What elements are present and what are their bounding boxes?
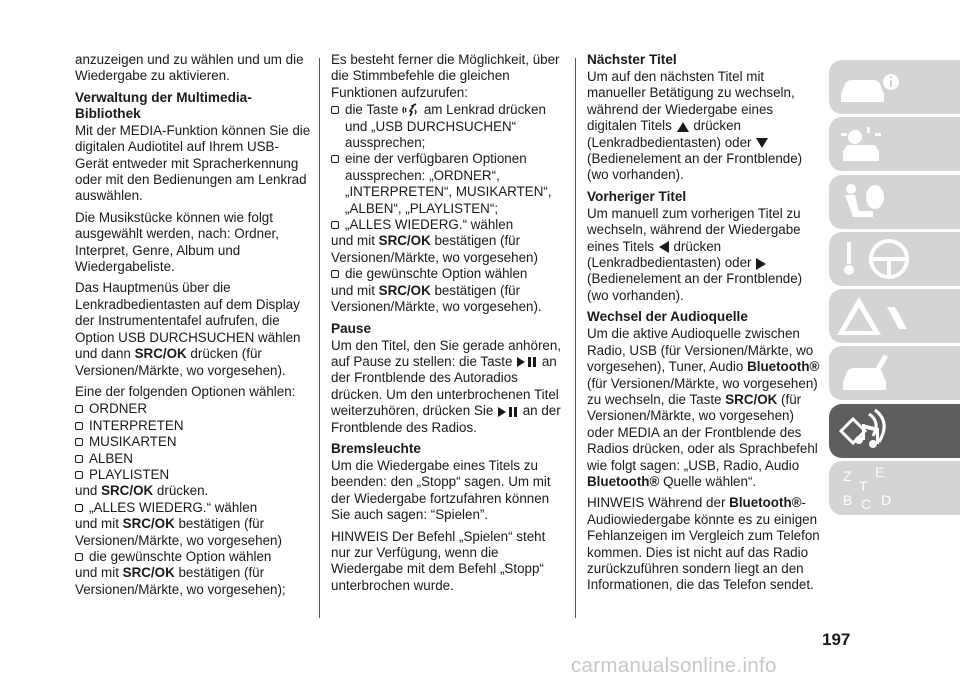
paragraph: Die Musikstücke können wie folgt ausgewählt werden, nach: Ordner, Interpret, Genre, Album und Wiedergabeliste. <box>75 209 279 275</box>
bullet-box-icon <box>75 553 83 561</box>
tab-index[interactable] <box>829 461 960 515</box>
car-service-icon <box>829 346 960 400</box>
svg-text:D: D <box>881 492 892 509</box>
svg-text:C: C <box>861 496 872 513</box>
text-line: Versionen/Märkte, wo vorgesehen); <box>75 581 286 597</box>
warning-lights-icon <box>829 117 960 171</box>
section-tabs <box>829 60 960 518</box>
list-item: ORDNER <box>75 401 311 417</box>
text-line: Versionen/Märkte, wo vorgesehen). <box>331 299 542 315</box>
tab-multimedia[interactable] <box>829 404 960 458</box>
paragraph: HINWEIS Während der Bluetooth®-Audiowiedergabe könnte es zu einigen Fehlanzeigen im Vergleich zum Telefon kommen. Dies ist nicht auf das Radio zurückzuführen sondern liegt an den Informationen, die das Telefon sendet. <box>587 495 820 593</box>
bullet-box-icon <box>331 270 339 278</box>
column-divider <box>575 58 576 618</box>
text-line: und mit SRC/OK bestätigen (für <box>331 282 521 298</box>
bullet-box-icon <box>331 221 339 229</box>
airbag-seat-icon <box>829 175 960 229</box>
page-number: 197 <box>822 630 851 649</box>
text-column-3 <box>587 52 823 599</box>
bullet-box-icon <box>75 405 83 413</box>
list-item: INTERPRETEN <box>75 418 311 434</box>
heading-previous-track: Vorheriger Titel <box>587 188 687 204</box>
list-item: MUSIKARTEN <box>75 434 311 450</box>
warning-triangle-icon <box>829 289 960 343</box>
paragraph: Um auf den nächsten Titel mit manueller Betätigung zu wechseln, während der Wiedergabe eines digitalen Titels drücken (Lenkradbedientasten) oder (Bedienelement an der Frontblende) (wo vorhanden). <box>587 69 803 183</box>
bullet-box-icon <box>75 504 83 512</box>
car-info-icon <box>829 60 960 114</box>
heading-brake-light: Bremsleuchte <box>331 440 421 456</box>
text-line: Versionen/Märkte, wo vorgesehen) <box>75 532 282 548</box>
tab-emergency[interactable] <box>829 289 960 343</box>
heading-multimedia-library: Verwaltung der Multimedia-Bibliothek <box>75 89 252 121</box>
paragraph: Um die Wiedergabe eines Titels zu beenden: den „Stopp“ sagen. Um mit der Wiedergabe fortzufahren können Sie auch sagen: “Spielen”. <box>331 457 551 523</box>
play-pause-icon <box>516 356 538 368</box>
list-item: die Taste am Lenkrad drücken und „USB DURCHSUCHEN“ aussprechen; <box>331 102 567 151</box>
tab-service[interactable] <box>829 346 960 400</box>
list-item: die gewünschte Option wählen <box>331 266 567 282</box>
multimedia-icon <box>829 404 960 458</box>
alphabet-index-icon <box>829 461 960 515</box>
bullet-box-icon <box>75 422 83 430</box>
bullet-box-icon <box>75 438 83 446</box>
bullet-box-icon <box>75 455 83 463</box>
paragraph: Es besteht ferner die Möglichkeit, über die Stimmbefehle die gleichen Funktionen aufzurufen: <box>331 52 560 100</box>
bullet-box-icon <box>331 106 339 114</box>
text-line: und SRC/OK drücken. <box>75 483 209 499</box>
arrow-down-icon <box>755 137 769 149</box>
paragraph: Um die aktive Audioquelle zwischen Radio, USB (für Versionen/Märkte, wo vorgesehen), Tuner, Audio Bluetooth® (für Versionen/Märkte, wo vorgesehen) zu wechseln, die Taste SRC/OK (für Versionen/Märkte, wo vorgesehen) oder MEDIA an der Frontblende des Radios drücken, oder als Sprachbefehl wie folgt sagen: „USB, Radio, Audio Bluetooth® Quelle wählen“. <box>587 326 820 489</box>
watermark: carmanualsonline.info <box>571 654 777 677</box>
bullet-box-icon <box>331 155 339 163</box>
svg-text:E: E <box>875 464 885 481</box>
text-line: Versionen/Märkte, wo vorgesehen) <box>331 249 538 265</box>
paragraph: Das Hauptmenüs über die Lenkradbedientasten auf dem Display der Instrumententafel aufrufen, die Option USB DURCHSUCHEN wählen und dann SRC/OK drücken (für Versionen/Märkte, wo vorgesehen). <box>75 280 301 378</box>
text-column-1 <box>75 52 311 598</box>
paragraph: Um den Titel, den Sie gerade anhören, auf Pause zu stellen: die Taste an der Frontblende des Autoradios drücken. Um den unterbrochenen Titel weiterzuhören, drücken Sie an der Frontblende des Radios. <box>331 337 562 435</box>
tab-steering[interactable] <box>829 232 960 286</box>
play-pause-icon <box>497 406 519 418</box>
text-line: und mit SRC/OK bestätigen (für <box>75 565 265 581</box>
svg-text:T: T <box>859 478 868 495</box>
voice-command-icon <box>402 103 420 118</box>
list-item: „ALLES WIEDERG.“ wählen <box>331 217 567 233</box>
arrow-left-icon <box>658 240 670 254</box>
list-item: „ALLES WIEDERG.“ wählen <box>75 500 311 516</box>
heading-pause: Pause <box>331 320 372 336</box>
tab-car-info[interactable] <box>829 60 960 114</box>
steering-wheel-icon <box>829 232 960 286</box>
list-item: eine der verfügbaren Optionen aussprechen: „ORDNER“, „INTERPRETEN“, MUSIKARTEN“, „ALBEN“, „PLAYLISTEN“; <box>331 151 567 217</box>
paragraph: Eine der folgenden Optionen wählen: <box>75 383 296 399</box>
tab-warning-lights[interactable] <box>829 117 960 171</box>
paragraph: Mit der MEDIA-Funktion können Sie die digitalen Audiotitel auf Ihrem USB-Gerät entweder mit Spracherkennung oder mit den Bedienungen am Lenkrad auswählen. <box>75 122 311 204</box>
text-column-2 <box>331 52 567 599</box>
list-item: PLAYLISTEN <box>75 467 311 483</box>
text-line: und mit SRC/OK bestätigen (für <box>331 233 521 249</box>
paragraph: HINWEIS Der Befehl „Spielen“ steht nur zur Verfügung, wenn die Wiedergabe mit dem Befehl „Stopp“ unterbrochen wurde. <box>331 528 546 593</box>
bullet-box-icon <box>75 471 83 479</box>
list-item: die gewünschte Option wählen <box>75 549 311 565</box>
paragraph: Um manuell zum vorherigen Titel zu wechseln, während der Wiedergabe eines Titels drücken (Lenkradbedientasten) oder (Bedienelement an der Frontblende) (wo vorhanden). <box>587 205 803 303</box>
text-line: und mit SRC/OK bestätigen (für <box>75 516 265 532</box>
heading-next-track: Nächster Titel <box>587 52 677 67</box>
paragraph: anzuzeigen und zu wählen und um die Wiedergabe zu aktivieren. <box>75 52 304 84</box>
tab-airbag[interactable] <box>829 175 960 229</box>
heading-audio-source: Wechsel der Audioquelle <box>587 309 748 325</box>
arrow-up-icon <box>676 121 690 133</box>
column-divider <box>319 58 320 618</box>
arrow-right-icon <box>755 257 767 271</box>
svg-text:B: B <box>843 492 853 509</box>
svg-text:Z: Z <box>843 468 852 485</box>
list-item: ALBEN <box>75 451 311 467</box>
